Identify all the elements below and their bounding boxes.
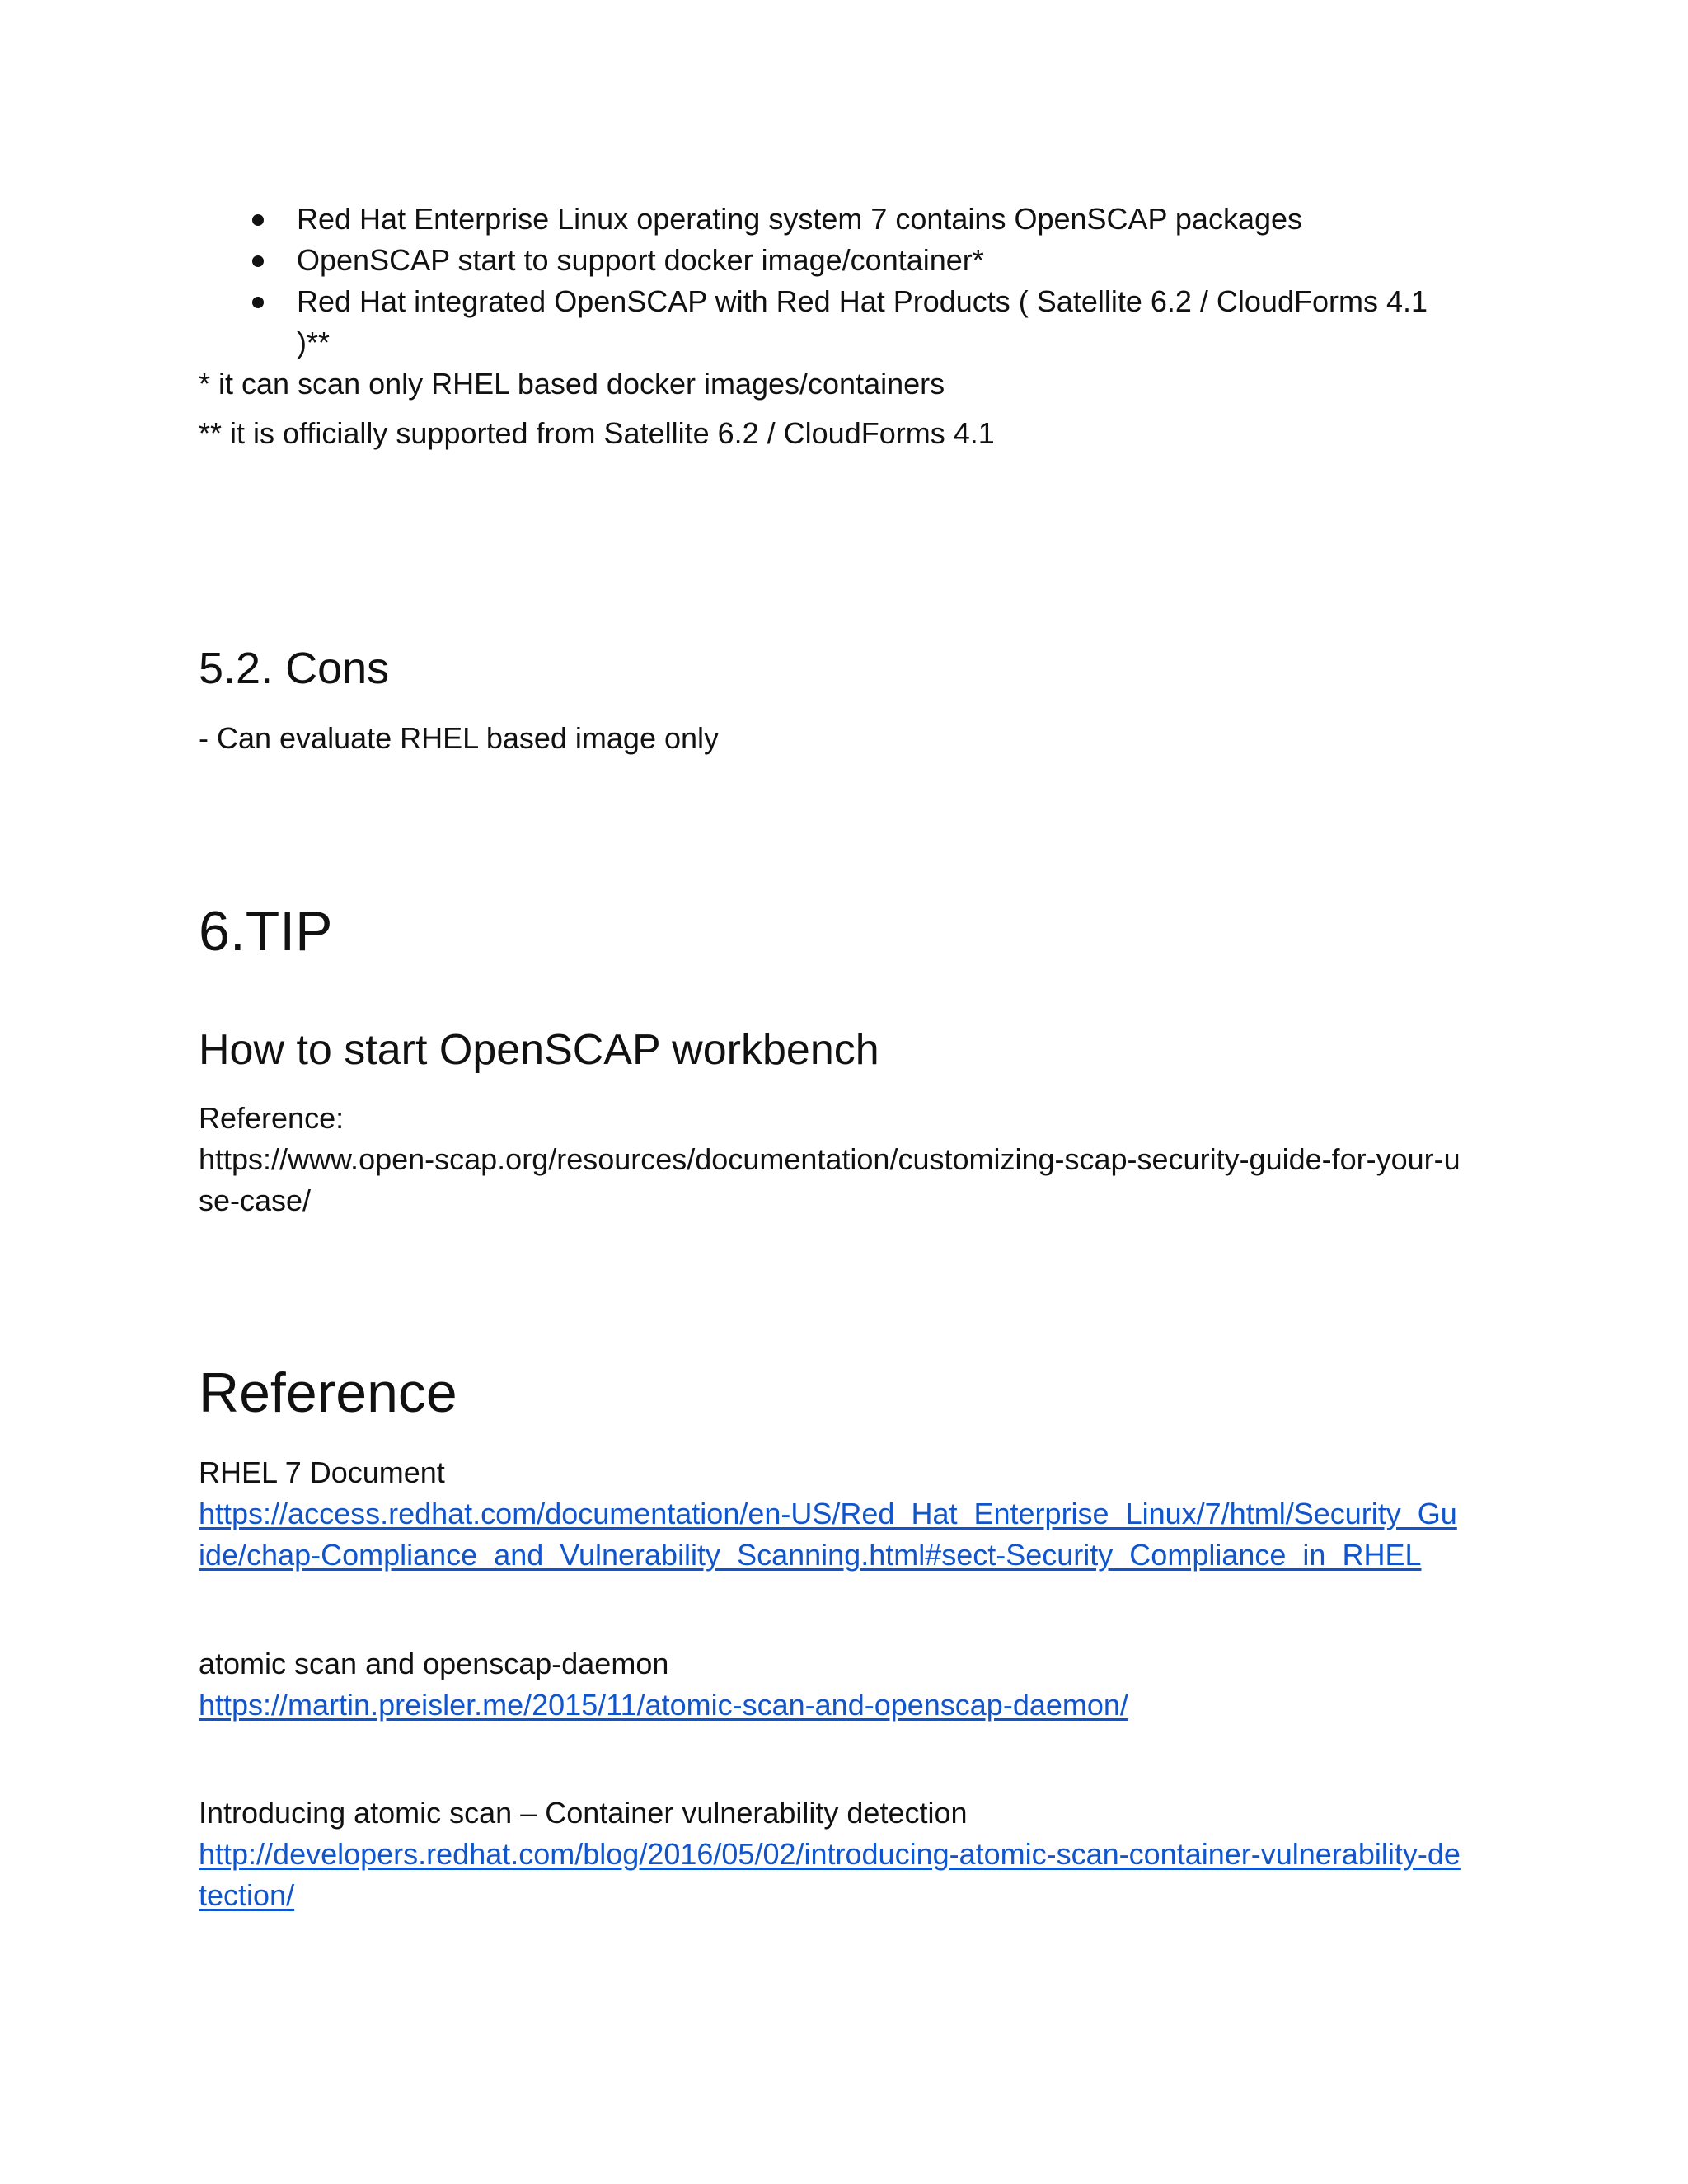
feature-bullet-list <box>246 199 1428 363</box>
bullet-dot-icon <box>252 255 264 267</box>
reference-link-atomic-scan[interactable]: https://martin.preisler.me/2015/11/atomic-scan-and-openscap-daemon/ <box>199 1688 1128 1722</box>
tip-reference-label: Reference: <box>199 1101 345 1135</box>
tip-heading: 6.TIP <box>199 900 333 963</box>
cons-text: - Can evaluate RHEL based image only <box>199 721 720 755</box>
reference-title-rhel7: RHEL 7 Document <box>199 1455 445 1489</box>
reference-title-atomic-scan: atomic scan and openscap-daemon <box>199 1647 669 1680</box>
reference-link-introducing-atomic-scan-line1[interactable]: http://developers.redhat.com/blog/2016/05/02/introducing-atomic-scan-container-vulnerability-de <box>199 1837 1461 1871</box>
footnote-2: ** it is officially supported from Satellite 6.2 / CloudForms 4.1 <box>199 416 995 450</box>
references-heading: Reference <box>199 1361 457 1424</box>
reference-link-introducing-atomic-scan-line2[interactable]: tection/ <box>199 1878 295 1912</box>
bullet-dot-icon <box>252 214 264 226</box>
bullet-item <box>246 240 1428 281</box>
tip-subheading: How to start OpenSCAP workbench <box>199 1026 879 1074</box>
bullet-text-continuation: )** <box>297 326 331 359</box>
tip-reference-url-line1: https://www.open-scap.org/resources/documentation/customizing-scap-security-guide-for-your-u <box>199 1142 1461 1176</box>
bullet-text: Red Hat Enterprise Linux operating system 7 contains OpenSCAP packages <box>297 202 1303 236</box>
reference-title-introducing-atomic-scan: Introducing atomic scan – Container vulnerability detection <box>199 1796 968 1830</box>
tip-reference-url-line2: se-case/ <box>199 1183 312 1217</box>
bullet-item <box>246 199 1428 240</box>
footnote-1: * it can scan only RHEL based docker images/containers <box>199 367 945 401</box>
bullet-item-continuation <box>246 322 1428 363</box>
reference-link-rhel7-line1[interactable]: https://access.redhat.com/documentation/en-US/Red_Hat_Enterprise_Linux/7/html/Security_Gu <box>199 1497 1457 1530</box>
bullet-text: Red Hat integrated OpenSCAP with Red Hat Products ( Satellite 6.2 / CloudForms 4.1 <box>297 284 1428 318</box>
reference-link-rhel7-line2[interactable]: ide/chap-Compliance_and_Vulnerability_Scanning.html#sect-Security_Compliance_in_RHEL <box>199 1538 1422 1572</box>
cons-heading: 5.2. Cons <box>199 644 390 693</box>
bullet-text: OpenSCAP start to support docker image/container* <box>297 243 984 277</box>
bullet-dot-icon <box>252 297 264 308</box>
bullet-item <box>246 281 1428 322</box>
